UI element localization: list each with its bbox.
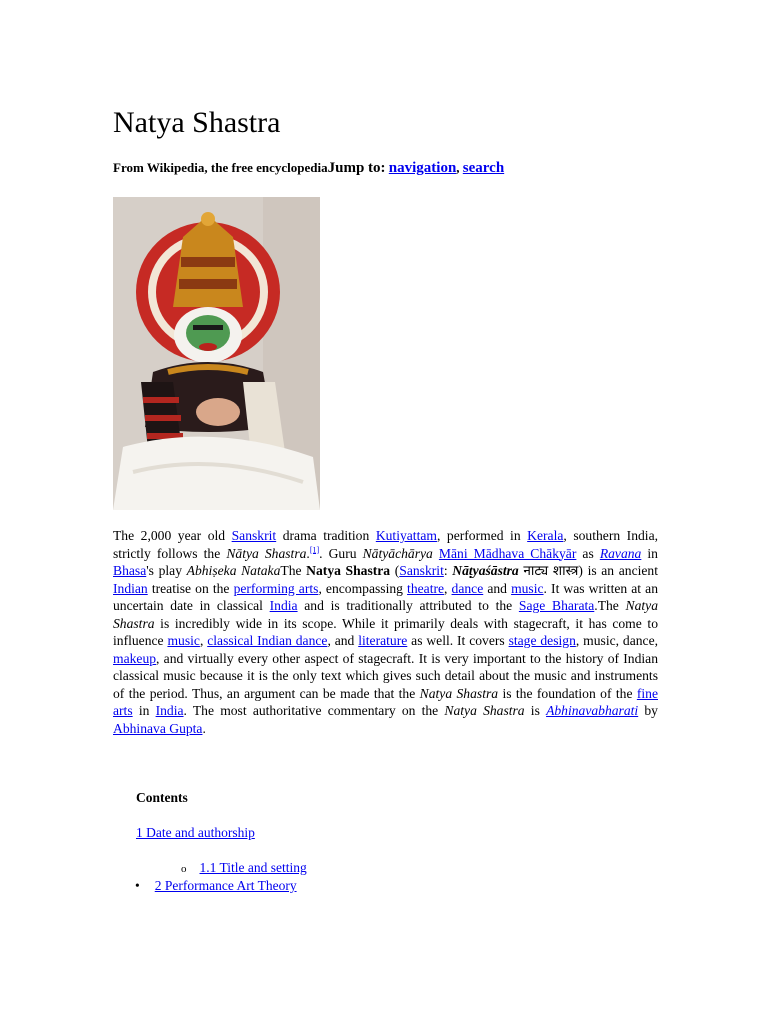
link-sage-bharata[interactable]: Sage Bharata — [518, 598, 595, 613]
disc-bullet-icon: • — [135, 878, 140, 893]
link-ravana[interactable]: Ravana — [599, 545, 642, 561]
link-indian[interactable]: Indian — [113, 580, 148, 596]
jump-comma: , — [456, 160, 460, 175]
link-india[interactable]: India — [269, 598, 298, 613]
link-fine-arts[interactable]: fine arts — [113, 685, 658, 718]
link-abhinava-gupta[interactable]: Abhinava Gupta — [113, 720, 203, 736]
toc-link-title-and-setting[interactable]: 1.1 Title and setting — [199, 860, 307, 875]
citation-1[interactable]: [1] — [309, 544, 320, 554]
link-sanskrit-2[interactable]: Sanskrit — [399, 563, 444, 578]
link-dance[interactable]: dance — [451, 580, 484, 596]
link-music[interactable]: music — [511, 580, 544, 596]
link-sanskrit[interactable]: Sanskrit — [231, 528, 277, 543]
toc-link-date-and-authorship[interactable]: 1 Date and authorship — [136, 825, 255, 840]
link-music-2[interactable]: music — [167, 633, 200, 648]
link-bhasa[interactable]: Bhasa — [113, 563, 147, 578]
link-mani-madhava-chakyar[interactable]: Māni Mādhava Chākyār — [438, 545, 577, 561]
link-performing-arts[interactable]: performing arts — [233, 580, 319, 596]
toc-item-date-and-authorship — [136, 825, 255, 841]
contents-heading: Contents — [136, 790, 188, 805]
toc-item-performance-art-theory — [135, 878, 297, 894]
link-kerala[interactable]: Kerala — [527, 528, 564, 543]
performer-photo-drawing — [113, 197, 320, 510]
link-india-2[interactable]: India — [155, 703, 184, 718]
circle-bullet-icon: o — [181, 863, 187, 875]
link-theatre[interactable]: theatre — [407, 580, 445, 596]
search-link[interactable]: search — [462, 160, 505, 176]
link-stage-design[interactable]: stage design — [508, 633, 576, 648]
page-title: Natya Shastra — [113, 106, 281, 139]
intro-paragraph: The 2,000 year old Sanskrit drama tradition Kutiyattam, performed in Kerala, southern India, strictly follows the Nātya Shastra.[1]. Guru Nātyāchārya Māni Mādhava Chākyār as Ravana in Bhasa's play Abhiṣeka NatakaThe Natya Shastra (Sanskrit: Nāṭyaśāstra नाट्य शास्त्र) is an ancient Indian treatise on the performing arts, encompassing theatre, dance and music. It was written at an uncertain date in classical India and is traditionally attributed to the Sage Bharata.The Natya Shastra is incredibly wide in its scope. While it primarily deals with stagecraft, it has come to influence music, classical Indian dance, and literature as well. It covers stage design, music, dance, makeup, and virtually every other aspect of stagecraft. It is very important to the history of Indian classical music because it is the only text which gives such detail about the music and instruments of the period. Thus, an argument can be made that the Natya Shastra is the foundation of the fine arts in India. The most authoritative commentary on the Natya Shastra is Abhinavabharati by Abhinava Gupta. — [113, 528, 659, 736]
toc-link-performance-art-theory[interactable]: 2 Performance Art Theory — [154, 878, 297, 893]
link-kutiyattam[interactable]: Kutiyattam — [375, 528, 437, 543]
navigation-link[interactable]: navigation — [388, 160, 457, 176]
link-classical-indian-dance[interactable]: classical Indian dance — [207, 633, 328, 648]
jump-to-label: Jump to: — [327, 160, 386, 176]
from-wikipedia-text: From Wikipedia, the free encyclopedia — [113, 160, 328, 175]
link-makeup[interactable]: makeup — [113, 650, 157, 666]
link-abhinavabharati[interactable]: Abhinavabharati — [546, 703, 639, 718]
kathakali-performer-image[interactable] — [113, 197, 320, 510]
article-subtitle — [113, 160, 504, 177]
link-literature[interactable]: literature — [358, 633, 408, 648]
toc-item-title-and-setting — [181, 860, 307, 876]
